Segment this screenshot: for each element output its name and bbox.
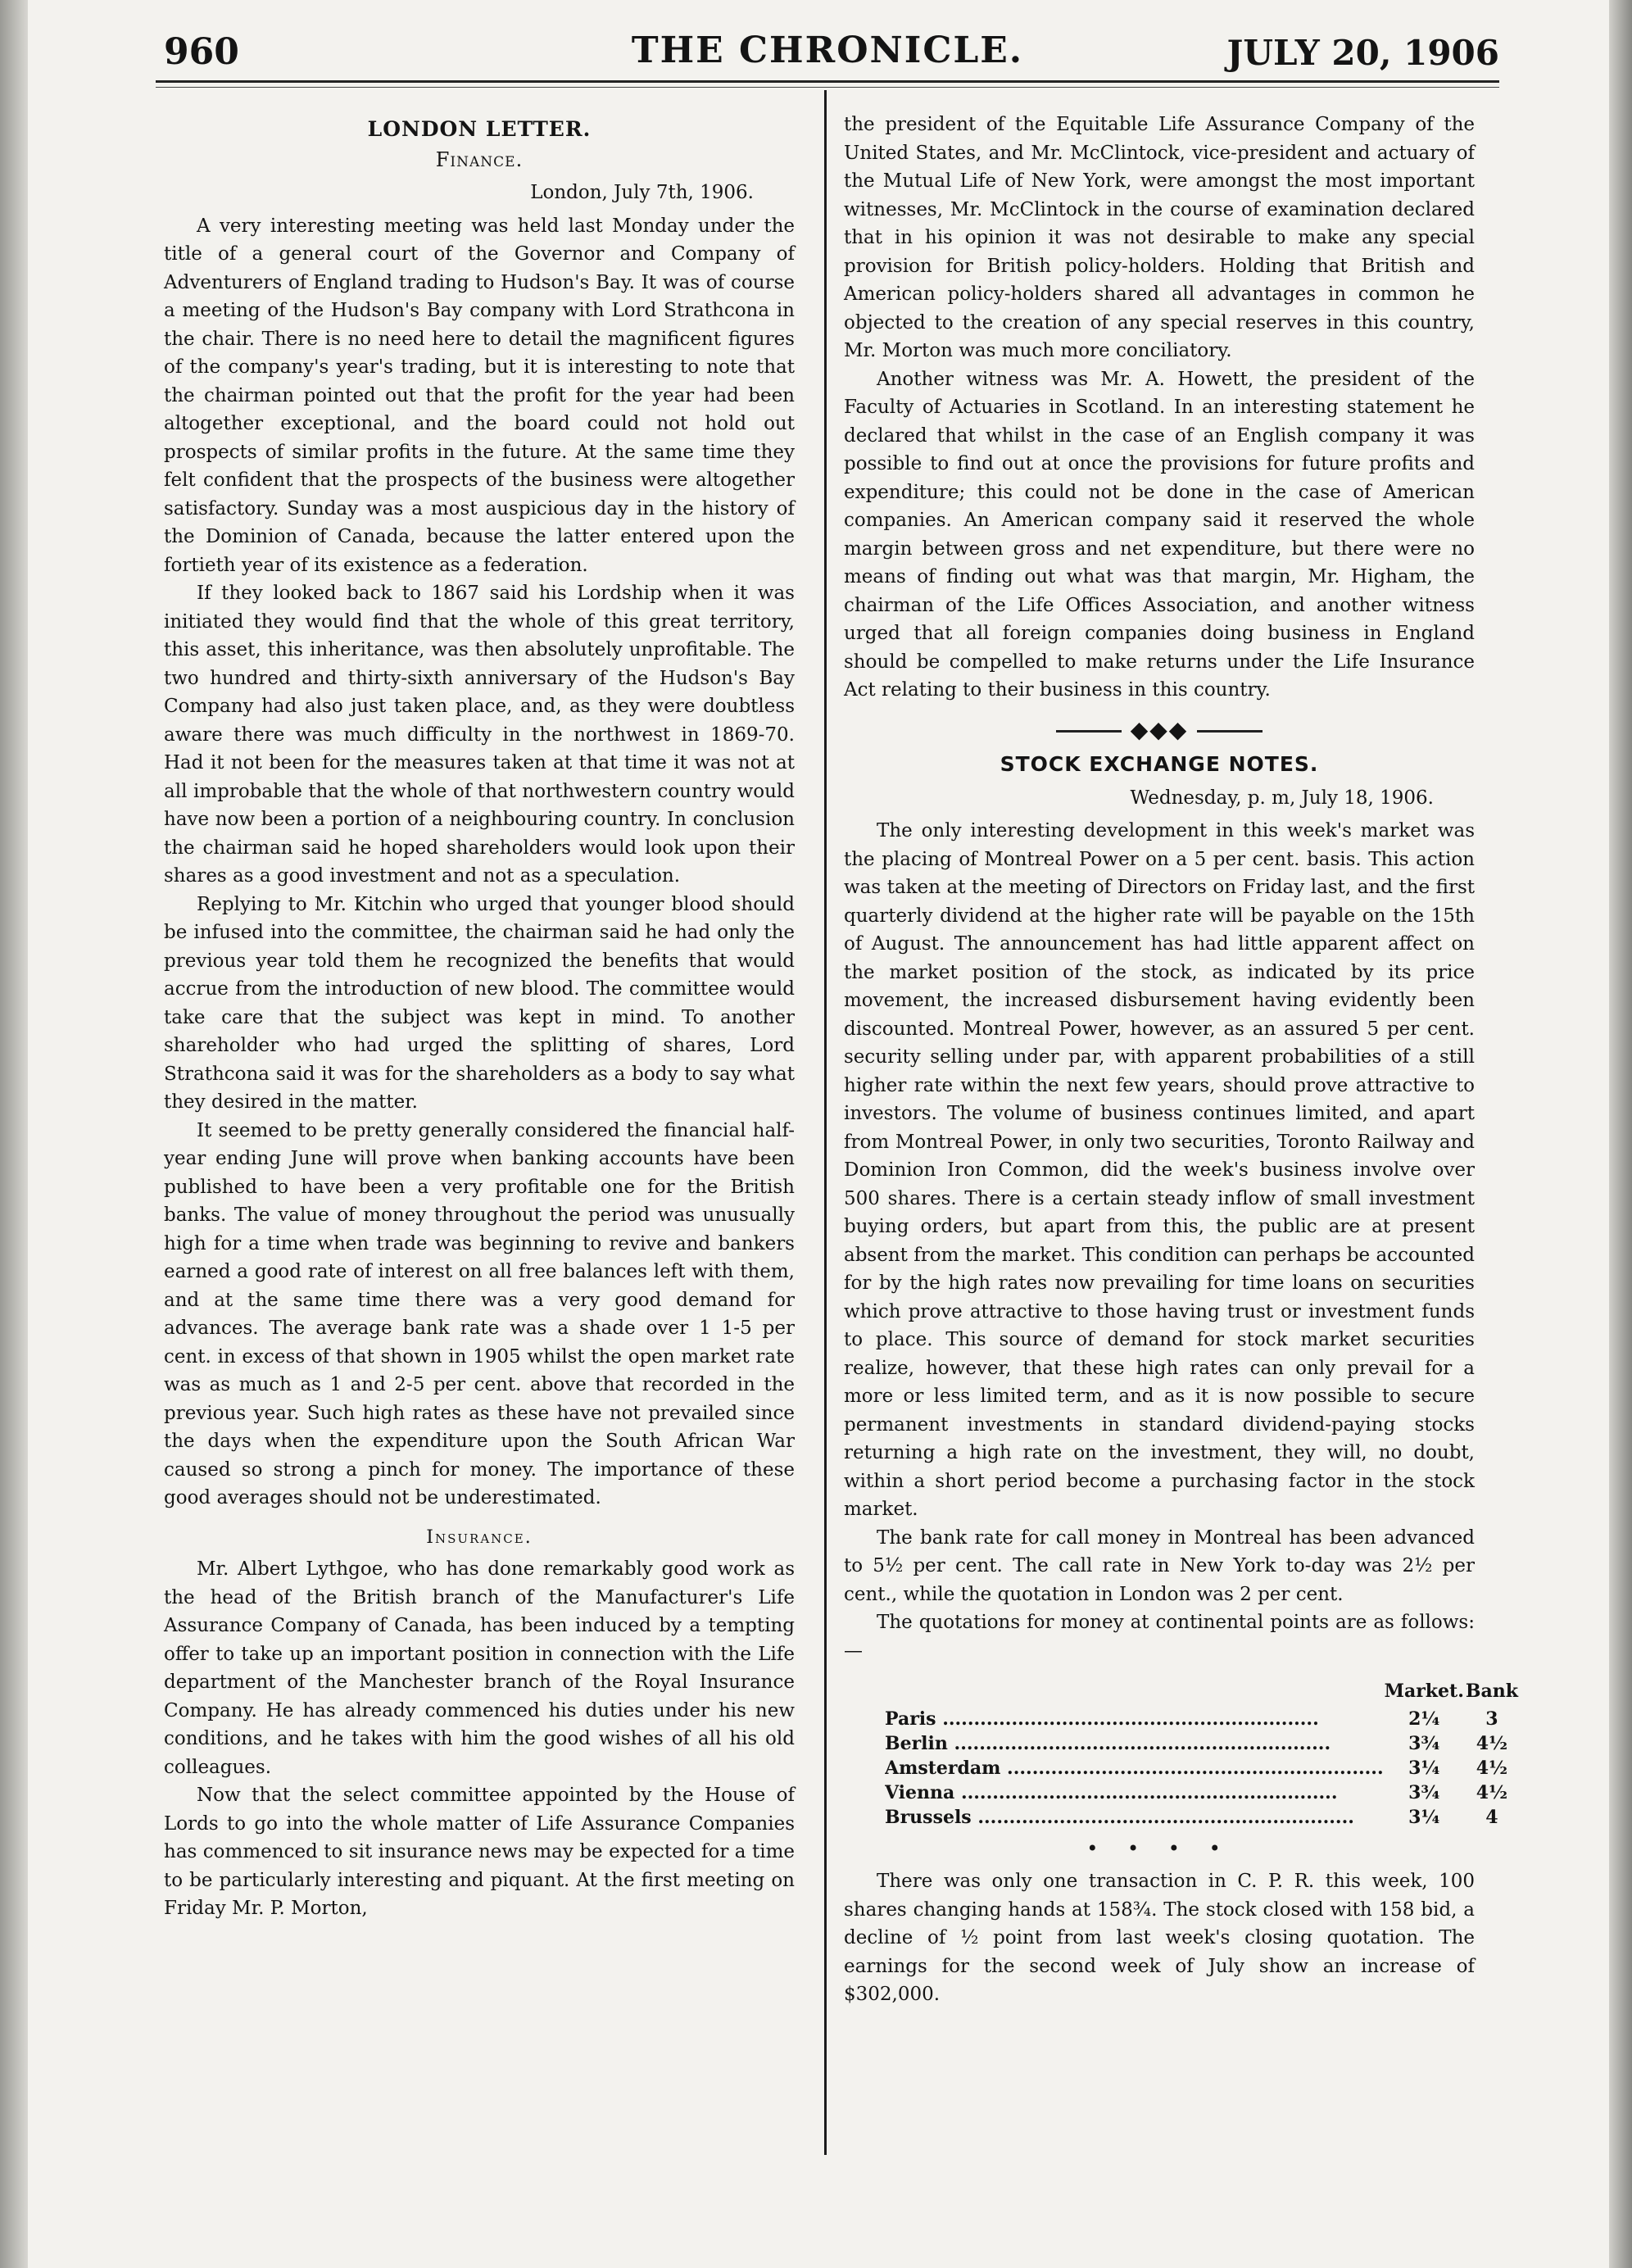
finance-dateline: London, July 7th, 1906. bbox=[530, 182, 754, 203]
article-paragraph: The bank rate for call money in Montreal has been advanced to 5½ per cent. The call rate in New York to-day was 2½ per cent., while the quotation in London was 2 per cent. bbox=[844, 1526, 1475, 1605]
rate-market: 3¾ bbox=[1408, 1781, 1440, 1803]
article-paragraph: If they looked back to 1867 said his Lordship when it was initiated they would find that the whole of this great territory, this asset, this inheritance, was then absolutely unprofitable. The two hundred and thirty-sixth anniversary of the Hudson's Bay Company had also just taken place, and, as they were doubtless aware there was much difficulty in the northwest in 1869-70. Had it not been for the measures taken at that time it was not at all improbable that the whole of that northwestern country would have now been a portion of a neighbouring country. In conclusion the chairman said he hoped shareholders would look upon their shares as a good investment and not as a speculation. bbox=[164, 583, 795, 887]
stock-exchange-heading: STOCK EXCHANGE NOTES. bbox=[1000, 752, 1319, 776]
rate-market: 3¼ bbox=[1408, 1757, 1440, 1779]
table-row bbox=[885, 1707, 1519, 1731]
article-paragraph: A very interesting meeting was held last Monday under the title of a general court of the Governor and Company of Adventurers of England trading to Hudson's Bay. It was of course a meeting of the Hudson's Bay company with Lord Strathcona in the chair. There is no need here to detail the magnificent figures of the company's year's trading, but it is interesting to note that the chairman pointed out that the profit for the year had been altogether exceptional, and the board could not hold out prospects of similar profits in the future. At the same time they felt confident that the prospects of the business were altogether satisfactory. Sunday was a most auspicious day in the history of the Dominion of Canada, because the latter entered upon the fortieth year of its existence as a federation. bbox=[164, 215, 795, 576]
section-ornament: ◆◆◆ bbox=[844, 716, 1475, 745]
table-row bbox=[885, 1731, 1519, 1756]
page-edge-right bbox=[1609, 0, 1632, 2268]
publication-title: THE CHRONICLE. bbox=[631, 29, 1024, 71]
rate-market: 3¾ bbox=[1408, 1732, 1440, 1754]
rate-city: Brussels ............................................................ bbox=[885, 1806, 1354, 1828]
article-paragraph: Mr. Albert Lythgoe, who has done remarkably good work as the head of the British branch of the Manufacturer's Life Assurance Company of Canada, has been induced by a tempting offer to take up an important position in connection with the Life department of the Manchester branch of the Royal Insurance Company. He has already commenced his duties under his new conditions, and he takes with him the good wishes of all his old colleagues. bbox=[164, 1558, 795, 1778]
rate-bank: 4½ bbox=[1476, 1732, 1508, 1754]
stock-dateline: Wednesday, p. m, July 18, 1906. bbox=[1130, 787, 1434, 809]
rate-city: Berlin ............................................................ bbox=[885, 1732, 1331, 1754]
page-edge-left bbox=[0, 0, 28, 2268]
article-paragraph: Now that the select committee appointed by the House of Lords to go into the whole matter of Life Assurance Companies has commenced to sit insurance news may be expected for a time to be particularly interesting and piquant. At the first meeting on Friday Mr. P. Morton, bbox=[164, 1785, 795, 1919]
rate-city: Paris ............................................................ bbox=[885, 1708, 1319, 1730]
london-letter-heading: LONDON LETTER. bbox=[367, 117, 592, 141]
issue-date: JULY 20, 1906 bbox=[1226, 33, 1499, 73]
table-row bbox=[885, 1780, 1519, 1805]
article-paragraph: The only interesting development in this week's market was the placing of Montreal Power on a 5 per cent. basis. This action was taken at the meeting of Directors on Friday last, and the first quarterly dividend at the higher rate will be payable on the 15th of August. The announcement has had little apparent affect on the market position of the stock, as indicated by its price movement, the increased disbursement having evidently been discounted. Montreal Power, however, as an assured 5 per cent. security selling under par, with apparent probabilities of a still higher rate within the next few years, should prove attractive to investors. The volume of business continues limited, and apart from Montreal Power, in only two securities, Toronto Railway and Dominion Iron Common, did the week's business involve over 500 shares. There is a certain steady inflow of small investment buying orders, but apart from this, the public are at present absent from the market. This condition can perhaps be accounted for by the high rates now prevailing for time loans on securities which prove attractive to those having trust or investment funds to place. This source of demand for stock market securities realize, however, that these high rates can only prevail for a more or less limited term, and as it is now possible to secure permanent investments in standard dividend-paying stocks returning a high rate on the investment, they will, no doubt, within a short period become a purchasing factor in the stock market. bbox=[844, 820, 1475, 1520]
finance-subheading: Finance. bbox=[435, 147, 524, 171]
rate-city: Amsterdam ............................................................ bbox=[885, 1757, 1384, 1779]
page-number: 960 bbox=[164, 31, 239, 73]
table-row bbox=[885, 1805, 1519, 1830]
table-header-row bbox=[885, 1676, 1519, 1707]
page-header bbox=[156, 25, 1499, 82]
article-paragraph: Another witness was Mr. A. Howett, the president of the Faculty of Actuaries in Scotland. In an interesting statement he declared that whilst in the case of an English company it was possible to find out at once the provisions for future profits and expenditure; this could not be done in the case of American companies. An American company said it reserved the whole margin between gross and net expenditure, but there were no means of finding out what was that margin, Mr. Higham, the chairman of the Life Offices Association, and another witness urged that all foreign companies doing business in England should be compelled to make returns under the Life Insurance Act relating to their business in this country. bbox=[844, 368, 1475, 701]
rate-city: Vienna ............................................................ bbox=[885, 1781, 1338, 1803]
left-column bbox=[164, 111, 795, 1923]
table-header-market: Market. bbox=[1384, 1681, 1464, 1702]
table-row bbox=[885, 1756, 1519, 1780]
separator-dots: • • • • bbox=[1086, 1836, 1232, 1860]
rate-market: 2¼ bbox=[1408, 1708, 1440, 1730]
article-paragraph-continued: the president of the Equitable Life Assurance Company of the United States, and Mr. McClintock, vice-president and actuary of the Mutual Life of New York, were amongst the most important witnesses, Mr. McClintock in the course of examination declared that in his opinion it was not desirable to make any special provision for British policy-holders. Holding that British and American policy-holders shared all advantages in common he objected to the creation of any special reserves in this country, Mr. Morton was much more conciliatory. bbox=[844, 114, 1475, 361]
right-column bbox=[844, 111, 1518, 2009]
table-header-bank: Bank bbox=[1465, 1681, 1518, 1702]
insurance-subheading: Insurance. bbox=[426, 1526, 533, 1548]
article-paragraph: Replying to Mr. Kitchin who urged that younger blood should be infused into the committee, the chairman said he had only the previous year told them he recognized the benefits that would accrue from the introduction of new blood. The committee would take care that the subject was kept in mind. To another shareholder who had urged the splitting of shares, Lord Strathcona said it was for the shareholders as a body to say what they desired in the matter. bbox=[164, 893, 795, 1113]
header-rule-thin bbox=[156, 87, 1499, 88]
header-rule bbox=[156, 80, 1499, 83]
table-header-blank bbox=[885, 1676, 1384, 1707]
money-rates-table bbox=[885, 1676, 1519, 1830]
column-divider bbox=[824, 90, 827, 2155]
article-paragraph: It seemed to be pretty generally considered the financial half-year ending June will prove when banking accounts have been published to have been a very profitable one for the British banks. The value of money throughout the period was unusually high for a time when trade was beginning to revive and bankers earned a good rate of interest on all free balances left with them, and at the same time there was a very good demand for advances. The average bank rate was a shade over 1 1-5 per cent. in excess of that shown in 1905 whilst the open market rate was as much as 1 and 2-5 per cent. above that recorded in the previous year. Such high rates as these have not prevailed since the days when the expenditure upon the South African War caused so strong a pinch for money. The importance of these good averages should not be underestimated. bbox=[164, 1119, 795, 1508]
rate-bank: 4 bbox=[1485, 1806, 1498, 1828]
rate-bank: 3 bbox=[1485, 1708, 1498, 1730]
rates-table-body bbox=[885, 1707, 1519, 1830]
article-paragraph: The quotations for money at continental points are as follows:— bbox=[844, 1612, 1475, 1662]
rate-market: 3¼ bbox=[1408, 1806, 1440, 1828]
article-paragraph: There was only one transaction in C. P. R. this week, 100 shares changing hands at 158¾. The stock closed with 158 bid, a decline of ½ point from last week's closing quotation. The earnings for the second week of July show an increase of $302,000. bbox=[844, 1871, 1475, 2005]
rate-bank: 4½ bbox=[1476, 1781, 1508, 1803]
rate-bank: 4½ bbox=[1476, 1757, 1508, 1779]
